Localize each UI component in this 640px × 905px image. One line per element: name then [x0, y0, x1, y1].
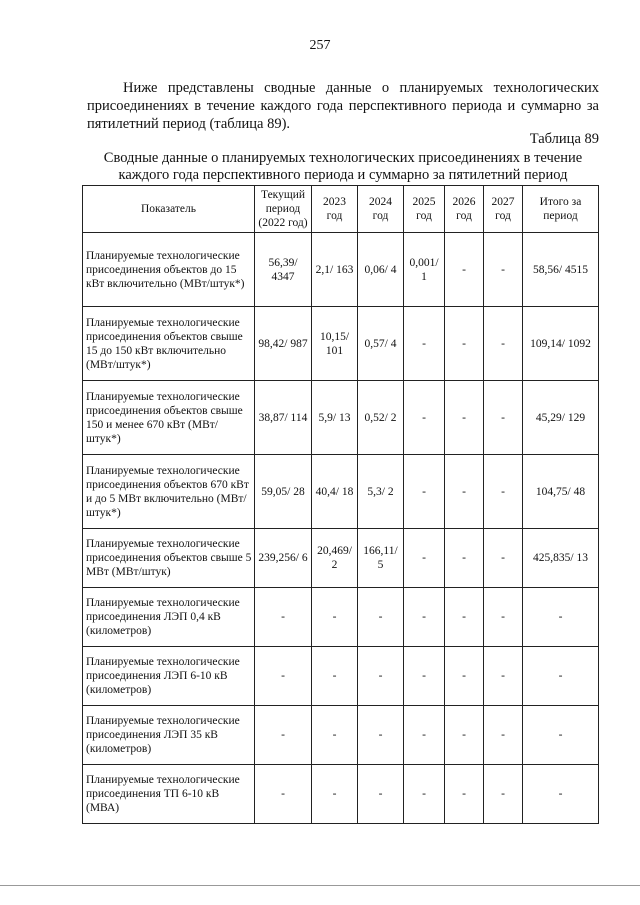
- header-cell: Показатель: [83, 186, 255, 233]
- value-cell: 104,75/ 48: [523, 455, 599, 529]
- value-cell: 0,57/ 4: [358, 307, 404, 381]
- table-row: [83, 588, 599, 647]
- value-cell: -: [484, 765, 523, 824]
- indicator-cell: Планируемые технологические присоединения ЛЭП 35 кВ (километров): [83, 706, 255, 765]
- value-cell: -: [255, 706, 312, 765]
- header-cell: 2027 год: [484, 186, 523, 233]
- indicator-cell: Планируемые технологические присоединения ЛЭП 0,4 кВ (километров): [83, 588, 255, 647]
- table-row: [83, 529, 599, 588]
- value-cell: -: [255, 647, 312, 706]
- table-row: [83, 455, 599, 529]
- table-header-row: [83, 186, 599, 233]
- value-cell: -: [358, 706, 404, 765]
- indicator-cell: Планируемые технологические присоединения ЛЭП 6-10 кВ (километров): [83, 647, 255, 706]
- header-cell: Итого за период: [523, 186, 599, 233]
- value-cell: -: [445, 765, 484, 824]
- table-row: [83, 307, 599, 381]
- value-cell: -: [445, 647, 484, 706]
- value-cell: -: [445, 381, 484, 455]
- indicator-cell: Планируемые технологические присоединения объектов свыше 15 до 150 кВт включительно (МВт/штук*): [83, 307, 255, 381]
- indicator-cell: Планируемые технологические присоединения объектов до 15 кВт включительно (МВт/штук*): [83, 233, 255, 307]
- value-cell: -: [358, 647, 404, 706]
- value-cell: 166,11/ 5: [358, 529, 404, 588]
- header-cell: 2026 год: [445, 186, 484, 233]
- value-cell: -: [358, 765, 404, 824]
- value-cell: 425,835/ 13: [523, 529, 599, 588]
- value-cell: -: [404, 588, 445, 647]
- value-cell: -: [312, 706, 358, 765]
- value-cell: 0,06/ 4: [358, 233, 404, 307]
- value-cell: -: [484, 706, 523, 765]
- value-cell: 239,256/ 6: [255, 529, 312, 588]
- value-cell: 0,52/ 2: [358, 381, 404, 455]
- value-cell: 98,42/ 987: [255, 307, 312, 381]
- value-cell: -: [312, 765, 358, 824]
- value-cell: -: [484, 647, 523, 706]
- table-body: [83, 233, 599, 824]
- value-cell: 40,4/ 18: [312, 455, 358, 529]
- value-cell: -: [404, 765, 445, 824]
- value-cell: -: [484, 381, 523, 455]
- value-cell: -: [404, 529, 445, 588]
- value-cell: 59,05/ 28: [255, 455, 312, 529]
- header-cell: 2023 год: [312, 186, 358, 233]
- indicator-cell: Планируемые технологические присоединения объектов 670 кВт и до 5 МВт включительно (МВт/штук*): [83, 455, 255, 529]
- value-cell: 0,001/ 1: [404, 233, 445, 307]
- value-cell: 20,469/ 2: [312, 529, 358, 588]
- header-cell: 2025 год: [404, 186, 445, 233]
- value-cell: -: [404, 706, 445, 765]
- value-cell: -: [445, 233, 484, 307]
- value-cell: -: [523, 588, 599, 647]
- value-cell: 5,9/ 13: [312, 381, 358, 455]
- value-cell: 38,87/ 114: [255, 381, 312, 455]
- value-cell: 56,39/ 4347: [255, 233, 312, 307]
- value-cell: -: [312, 647, 358, 706]
- data-table: [82, 185, 599, 824]
- value-cell: -: [445, 588, 484, 647]
- value-cell: -: [523, 765, 599, 824]
- value-cell: -: [445, 529, 484, 588]
- value-cell: -: [523, 647, 599, 706]
- table-row: [83, 381, 599, 455]
- value-cell: -: [484, 529, 523, 588]
- value-cell: -: [445, 307, 484, 381]
- indicator-cell: Планируемые технологические присоединения ТП 6-10 кВ (МВА): [83, 765, 255, 824]
- value-cell: -: [484, 588, 523, 647]
- indicator-cell: Планируемые технологические присоединения объектов свыше 5 МВт (МВт/штук): [83, 529, 255, 588]
- table-label: Таблица 89: [529, 131, 599, 147]
- value-cell: -: [255, 588, 312, 647]
- value-cell: -: [445, 455, 484, 529]
- value-cell: -: [445, 706, 484, 765]
- value-cell: -: [484, 233, 523, 307]
- header-cell: 2024 год: [358, 186, 404, 233]
- value-cell: -: [404, 381, 445, 455]
- page-number: 257: [309, 38, 331, 53]
- value-cell: -: [255, 765, 312, 824]
- value-cell: -: [404, 455, 445, 529]
- page-bottom-rule: [0, 885, 640, 886]
- header-cell: Текущий период (2022 год): [255, 186, 312, 233]
- value-cell: 45,29/ 129: [523, 381, 599, 455]
- value-cell: 58,56/ 4515: [523, 233, 599, 307]
- value-cell: 109,14/ 1092: [523, 307, 599, 381]
- value-cell: -: [358, 588, 404, 647]
- table-row: [83, 765, 599, 824]
- value-cell: 2,1/ 163: [312, 233, 358, 307]
- value-cell: -: [484, 455, 523, 529]
- value-cell: -: [404, 307, 445, 381]
- value-cell: -: [312, 588, 358, 647]
- table-row: [83, 706, 599, 765]
- value-cell: -: [404, 647, 445, 706]
- value-cell: -: [484, 307, 523, 381]
- table-row: [83, 647, 599, 706]
- value-cell: 5,3/ 2: [358, 455, 404, 529]
- table-caption: Сводные данные о планируемых технологических присоединениях в течение каждого года перспективного периода и суммарно за пятилетний период: [103, 150, 583, 183]
- value-cell: 10,15/ 101: [312, 307, 358, 381]
- value-cell: -: [523, 706, 599, 765]
- table-row: [83, 233, 599, 307]
- indicator-cell: Планируемые технологические присоединения объектов свыше 150 и менее 670 кВт (МВт/штук*): [83, 381, 255, 455]
- intro-paragraph: Ниже представлены сводные данные о планируемых технологических присоединениях в течение каждого года перспективного периода и суммарно за пятилетний период (таблица 89).: [87, 80, 599, 132]
